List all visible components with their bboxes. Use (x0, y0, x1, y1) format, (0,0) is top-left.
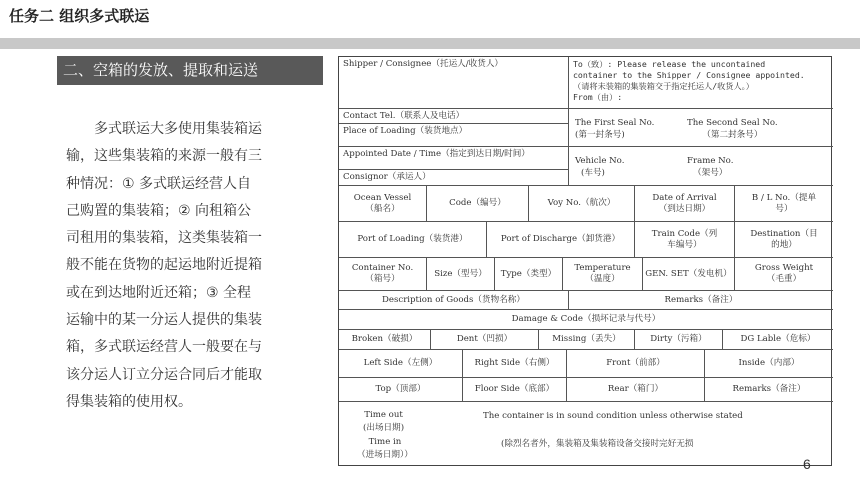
time-out-label: Time out (364, 410, 403, 420)
dg-label: DG Lable（危标） (740, 334, 816, 344)
size-cell (427, 258, 495, 291)
page-number: 6 (803, 456, 811, 472)
container-no-label: Container No. (351, 263, 414, 273)
arrival-cn: （到达日期） (658, 203, 711, 214)
contact-label: Contact Tel.（联系人及电话） (343, 111, 465, 121)
frame-cn: （架号） (693, 168, 728, 178)
to-line-4: From（由）: (573, 92, 623, 102)
paragraph-line: 种情况：① 多式联运经营人自 (66, 175, 252, 192)
paragraph-line: 箱，多式联运经营人一般要在与 (66, 339, 262, 356)
description-label: Description of Goods（货物名称） (382, 294, 525, 305)
front-label: Front（前部） (606, 358, 665, 368)
size-label: Size（型号） (434, 268, 487, 279)
to-cell (569, 57, 833, 109)
second-seal-label: The Second Seal No. (687, 118, 778, 128)
type-cell (495, 258, 563, 291)
contact-cell (339, 109, 569, 124)
dent-cell (431, 330, 539, 350)
paragraph-line: 司租用的集装箱，这类集装箱一 (66, 230, 262, 247)
dirty-cell (635, 330, 723, 350)
bl-cell (735, 186, 833, 222)
remarks2-cell (705, 378, 833, 402)
broken-cell (339, 330, 431, 350)
time-in-block (357, 436, 413, 461)
body-paragraph (66, 116, 304, 416)
gross-weight-cell (735, 258, 833, 291)
paragraph-line: 该分运人订立分运合同后才能取 (66, 366, 262, 383)
frame-label: Frame No. (687, 156, 734, 166)
time-out-cn: (出场日期) (363, 422, 405, 433)
pol-cell (339, 222, 487, 258)
first-seal-cn: (第一封条号) (575, 130, 625, 140)
code-label: Code（编号） (449, 198, 506, 208)
paragraph-line: 多式联运大多使用集装箱运 (66, 121, 262, 137)
train-cn: 车编号） (667, 239, 702, 250)
paragraph-line: 运输中的某一分运人提供的集装 (66, 312, 262, 329)
paragraph-line: 得集装箱的使用权。 (66, 393, 192, 410)
vehicle-cell (569, 147, 833, 186)
destination-cell (735, 222, 833, 258)
slide-title: 任务二 组织多式联运 (9, 7, 150, 25)
second-seal-cn: （第二封条号） (702, 130, 763, 140)
bl-label: B / L No.（提单 (751, 192, 817, 203)
rear-label: Rear（箱门） (607, 384, 664, 394)
top-label: Top（顶部） (375, 384, 426, 394)
code-cell (427, 186, 529, 222)
remarks-label: Remarks（备注） (664, 294, 738, 305)
pod-cell (487, 222, 635, 258)
ocean-vessel-cn: （船名） (365, 203, 400, 214)
place-loading-label: Place of Loading（装货地点） (343, 126, 468, 136)
time-in-label: Time in (368, 437, 402, 447)
voy-cell (529, 186, 635, 222)
damage-label: Damage & Code（损坏记录与代号） (511, 314, 661, 324)
paragraph-line: 般不能在货物的起运地附近提箱 (66, 257, 262, 274)
gross-weight-cn: （毛重） (766, 274, 802, 284)
train-label: Train Code（列 (651, 228, 718, 239)
to-line-3: （请将未装箱的集装箱交于指定托运人/收货人。） (573, 81, 754, 91)
ocean-vessel-label: Ocean Vessel (353, 192, 412, 203)
paragraph-line: 输，这些集装箱的来源一般有三 (66, 148, 262, 165)
destination-label: Destination（目 (750, 228, 818, 239)
pod-label: Port of Discharge（卸货港） (500, 234, 621, 244)
shipper-label: Shipper / Consignee（托运人/收货人） (343, 59, 504, 69)
title-bar (0, 38, 860, 49)
right-side-cell (463, 350, 567, 378)
missing-cell (539, 330, 635, 350)
vehicle-label: Vehicle No. (575, 156, 625, 166)
pol-label: Port of Loading（装货港） (357, 234, 468, 244)
appointed-label: Appointed Date / Time（指定到达日期/时间） (343, 149, 530, 159)
missing-label: Missing（丢失） (552, 334, 621, 344)
arrival-cell (635, 186, 735, 222)
shipper-cell (339, 57, 569, 109)
inside-cell (705, 350, 833, 378)
paragraph-line: 或在到达地附近还箱；③ 全程 (66, 284, 252, 301)
voy-label: Voy No.（航次） (547, 198, 616, 208)
temperature-cell (563, 258, 643, 291)
seal-cell (569, 109, 833, 147)
train-cell (635, 222, 735, 258)
container-no-cn: （箱号） (365, 274, 400, 284)
consignor-cell (339, 170, 569, 186)
consignor-label: Consignor（承运人） (343, 172, 431, 182)
place-loading-cell (339, 124, 569, 147)
ocean-vessel-cell (339, 186, 427, 222)
description-cell (339, 291, 569, 310)
dirty-label: Dirty（污箱） (650, 334, 707, 344)
broken-label: Broken（破损） (351, 334, 418, 344)
bl-cn: 号） (775, 203, 793, 214)
container-no-cell (339, 258, 427, 291)
vehicle-cn: (车号) (581, 168, 605, 178)
destination-cn: 的地） (771, 239, 797, 250)
time-out-block (363, 409, 404, 434)
first-seal-label: The First Seal No. (575, 118, 655, 128)
gross-weight-label: Gross Weight (754, 263, 814, 273)
remarks-cell (569, 291, 833, 310)
to-line-1: To（致）: Please release the uncontained (573, 59, 766, 69)
inside-label: Inside（内部） (738, 358, 800, 368)
temperature-cn: （温度） (585, 274, 620, 284)
remarks2-label: Remarks（备注） (732, 384, 806, 394)
paragraph-line: 己购置的集装箱；② 向租箱公 (66, 202, 252, 219)
time-in-cn: （进场日期）） (357, 449, 413, 460)
floor-side-label: Floor Side（底部） (474, 384, 555, 394)
temperature-label: Temperature (574, 263, 631, 273)
genset-cell (643, 258, 735, 291)
rear-cell (567, 378, 705, 402)
section-heading: 二、空箱的发放、提取和运送 (57, 56, 323, 85)
type-label: Type（类型） (500, 268, 557, 279)
top-cell (339, 378, 463, 402)
arrival-label: Date of Arrival (652, 192, 717, 203)
equipment-interchange-form (338, 56, 832, 466)
dg-label-cell (723, 330, 833, 350)
right-side-label: Right Side（右侧） (474, 358, 555, 368)
genset-label: GEN. SET（发电机） (645, 268, 732, 279)
damage-cell (339, 310, 833, 330)
sound-condition-cn: (除烈名者外，集装箱及集装箱设备交接时完好无损 (501, 439, 694, 449)
to-line-2: container to the Shipper / Consignee appointed. (573, 70, 805, 80)
left-side-label: Left Side（左侧） (363, 358, 438, 368)
dent-label: Dent（凹损） (456, 334, 513, 344)
left-side-cell (339, 350, 463, 378)
floor-side-cell (463, 378, 567, 402)
sound-condition-en: The container is in sound condition unless otherwise stated (483, 411, 743, 421)
front-cell (567, 350, 705, 378)
appointed-cell (339, 147, 569, 170)
